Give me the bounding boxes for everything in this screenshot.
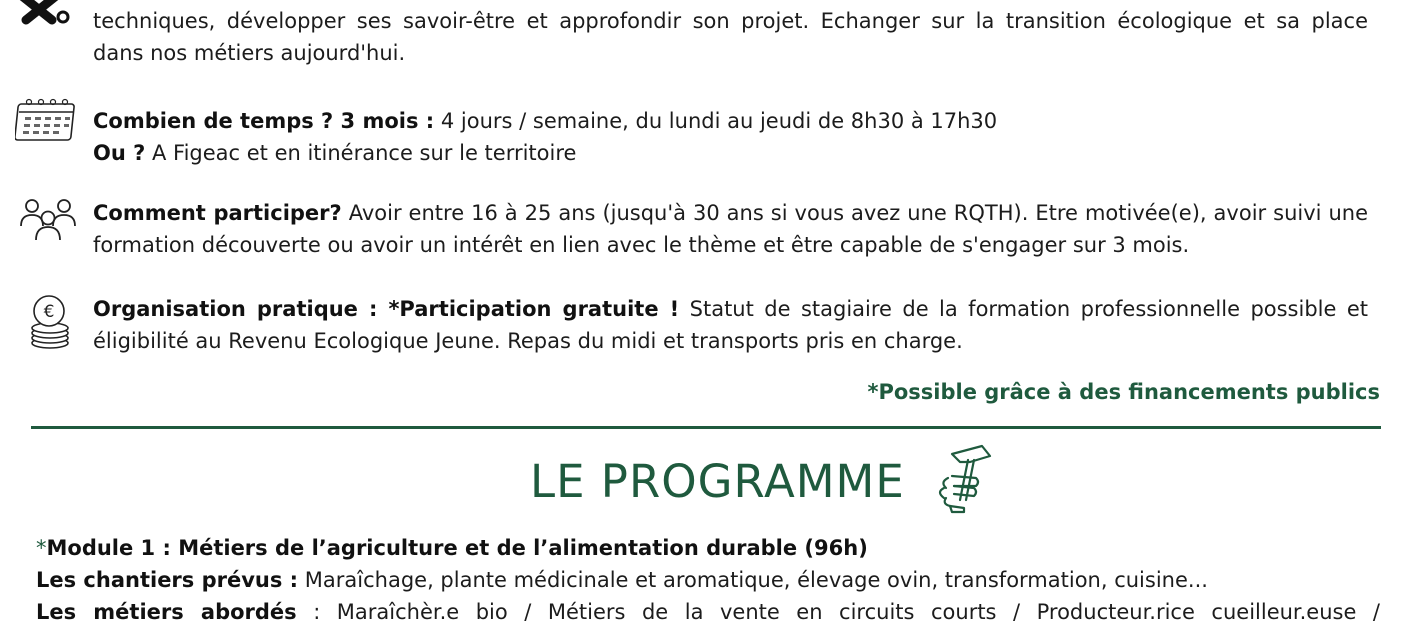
funding-note: *Possible grâce à des financements publics	[867, 380, 1380, 404]
tools-icon	[16, 0, 76, 28]
duration-label: Combien de temps ? 3 mois :	[93, 109, 435, 133]
intro-line-2: dans nos métiers aujourd'hui.	[93, 41, 406, 65]
chantiers-text: Maraîchage, plante médicinale et aromatique, élevage ovin, transformation, cuisine...	[298, 568, 1208, 592]
svg-text:€: €	[43, 302, 55, 322]
organisation-label: Organisation pratique : *Participation gratuite !	[93, 297, 680, 321]
location-line	[93, 137, 1368, 169]
programme-title: LE PROGRAMME	[530, 455, 905, 508]
participation-block	[93, 197, 1368, 261]
location-label: Ou ?	[93, 141, 146, 165]
participation-label: Comment participer?	[93, 201, 342, 225]
metiers-text: : Maraîchèr.e bio / Métiers de la vente en circuits courts / Producteur.rice cueilleur.euse /	[296, 600, 1380, 624]
calendar-icon	[15, 98, 79, 144]
module-title-line	[36, 532, 1380, 564]
intro-text	[93, 5, 1368, 69]
module-title: Module 1 : Métiers de l’agriculture et de l’alimentation durable (96h)	[46, 536, 868, 560]
metiers-line	[36, 596, 1380, 628]
euro-coins-icon	[26, 293, 76, 351]
metiers-label: Les métiers abordés	[36, 600, 297, 624]
duration-text: 4 jours / semaine, du lundi au jeudi de 8h30 à 17h30	[434, 109, 998, 133]
hammer-hand-icon	[930, 442, 996, 514]
organisation-block	[93, 293, 1368, 357]
module-asterisk: *	[36, 536, 47, 560]
chantiers-line	[36, 564, 1380, 596]
duration-line	[93, 105, 1368, 137]
organisation-text: Statut de stagiaire de la formation professionnelle possible et éligibilité au Revenu Ecologique Jeune. Repas du midi et transports pris en charge.	[93, 297, 1368, 353]
duration-block	[93, 105, 1368, 169]
chantiers-label: Les chantiers prévus :	[36, 568, 299, 592]
participation-text: Avoir entre 16 à 25 ans (jusqu'à 30 ans si vous avez une RQTH). Etre motivée(e), avoir suivi une formation découverte ou avoir un intérêt en lien avec le thème et être capable de s'engager sur 3 mois.	[93, 201, 1369, 257]
location-text: A Figeac et en itinérance sur le territoire	[145, 141, 577, 165]
people-icon	[18, 196, 78, 244]
intro-line-1: techniques, développer ses savoir-être et approfondir son projet. Echanger sur la transition écologique et sa place	[93, 9, 1368, 33]
section-divider	[31, 426, 1381, 429]
